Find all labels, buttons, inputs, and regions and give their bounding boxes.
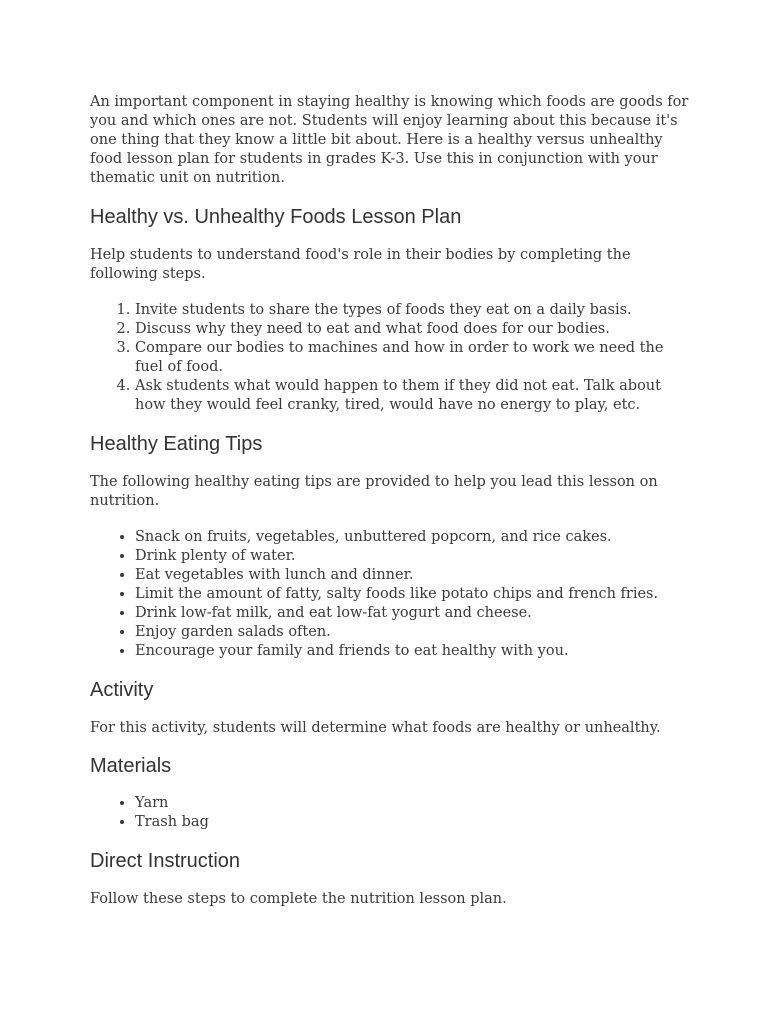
lesson-steps-list [90, 301, 690, 415]
list-item: • Limit the amount of fatty, salty foods like potato chips and french fries. [135, 585, 690, 604]
list-item: • Encourage your family and friends to eat healthy with you. [135, 642, 690, 661]
list-item: • Enjoy garden salads often. [135, 623, 690, 642]
list-item: 1. Invite students to share the types of foods they eat on a daily basis. [135, 301, 690, 320]
lesson-plan-paragraph: Help students to understand food's role in their bodies by completing the following steps. [90, 247, 631, 282]
intro-paragraph: An important component in staying healthy is knowing which foods are goods for you and which ones are not. Students will enjoy learning about this because it's one thing that they know a little bit about. Here is a healthy versus unhealthy food lesson plan for students in grades K-3. Use this in conjunction with your thematic unit on nutrition. [90, 94, 689, 186]
eating-tips-list [90, 528, 690, 661]
list-item: • Drink plenty of water. [135, 547, 690, 566]
lesson-plan-heading: Healthy vs. Unhealthy Foods Lesson Plan [90, 206, 462, 228]
activity-paragraph: For this activity, students will determine what foods are healthy or unhealthy. [90, 720, 661, 736]
list-item: 3. Compare our bodies to machines and how in order to work we need the fuel of food. [135, 339, 690, 377]
list-item: • Snack on fruits, vegetables, unbuttered popcorn, and rice cakes. [135, 528, 690, 547]
direct-instruction-heading: Direct Instruction [90, 850, 241, 872]
document-page [90, 93, 690, 909]
list-item: 2. Discuss why they need to eat and what food does for our bodies. [135, 320, 690, 339]
list-item: • Yarn [135, 794, 690, 813]
direct-instruction-paragraph: Follow these steps to complete the nutrition lesson plan. [90, 891, 507, 907]
eating-tips-heading: Healthy Eating Tips [90, 433, 263, 455]
eating-tips-paragraph: The following healthy eating tips are provided to help you lead this lesson on nutrition. [90, 474, 658, 509]
list-item: 4. Ask students what would happen to them if they did not eat. Talk about how they would feel cranky, tired, would have no energy to play, etc. [135, 377, 690, 415]
list-item: • Eat vegetables with lunch and dinner. [135, 566, 690, 585]
materials-list [90, 794, 690, 832]
list-item: • Drink low-fat milk, and eat low-fat yogurt and cheese. [135, 604, 690, 623]
list-item: • Trash bag [135, 813, 690, 832]
materials-heading: Materials [90, 755, 172, 777]
activity-heading: Activity [90, 679, 154, 701]
